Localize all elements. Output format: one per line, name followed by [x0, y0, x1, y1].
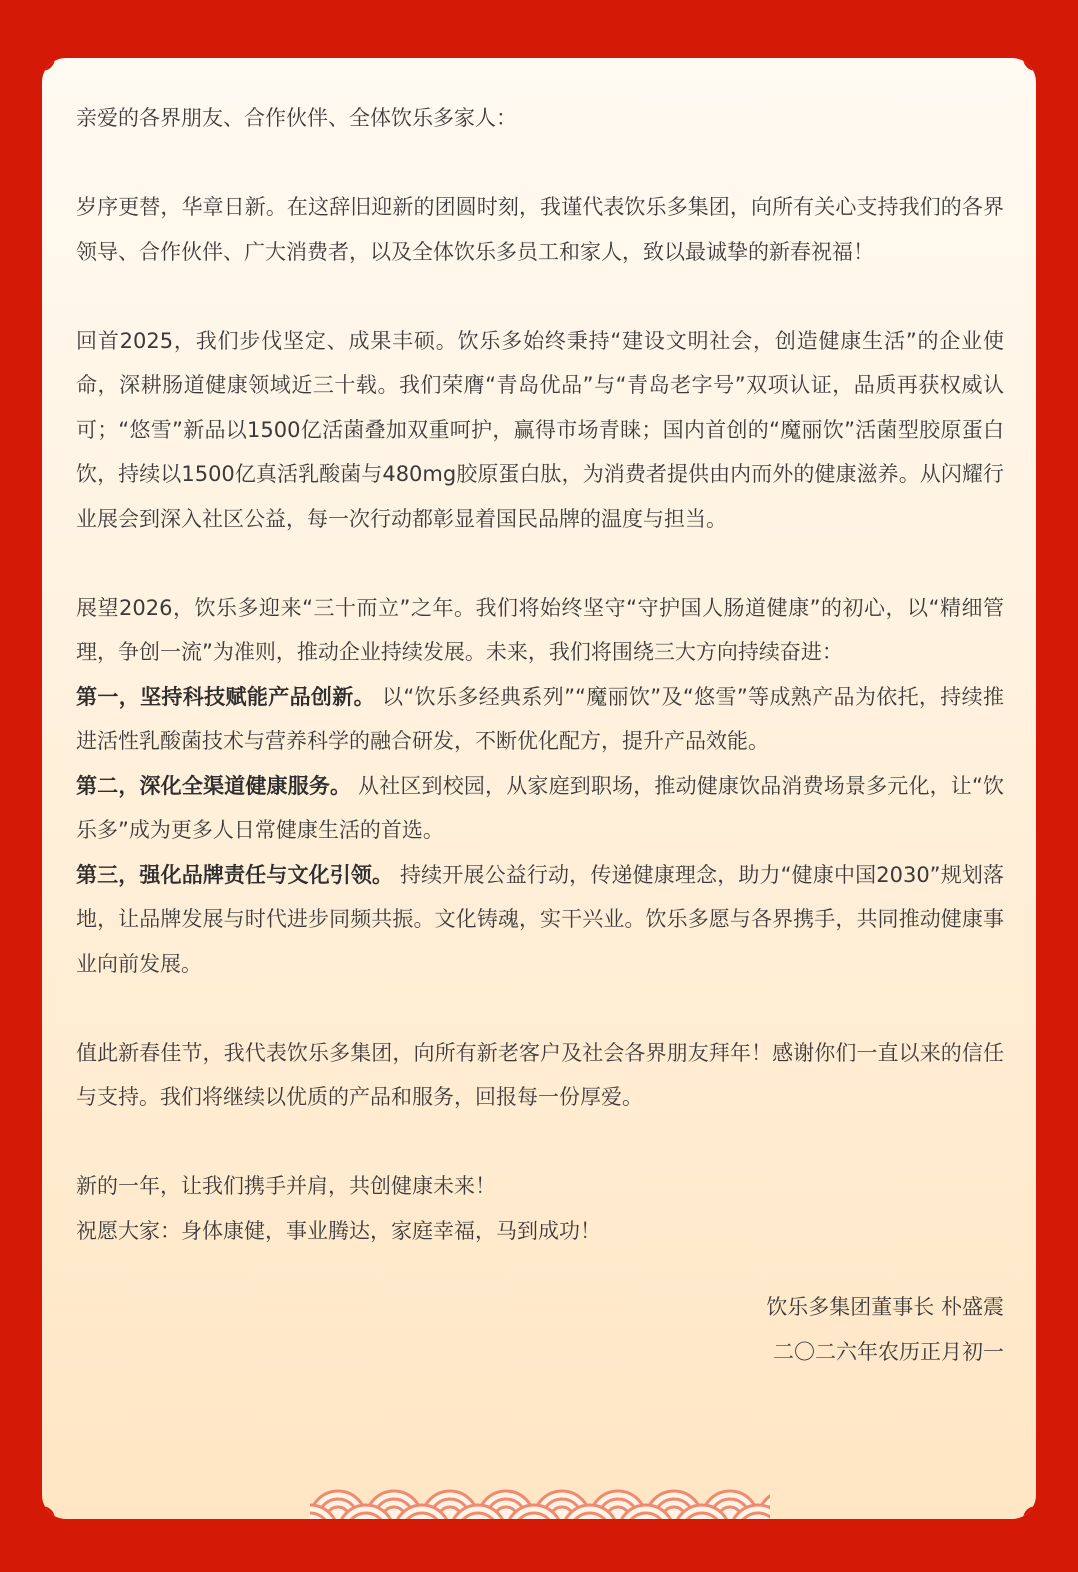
- paragraph: 岁序更替，华章日新。在这辞旧迎新的团圆时刻，我谨代表饮乐多集团，向所有关心支持我们的各界领导、合作伙伴、广大消费者，以及全体饮乐多员工和家人，致以最诚挚的新春祝福！: [76, 195, 1004, 264]
- direction-item: [76, 675, 1004, 764]
- paragraph: 展望2026，饮乐多迎来“三十而立”之年。我们将始终坚守“守护国人肠道健康”的初心，以“精细管理，争创一流”为准则，推动企业持续发展。未来，我们将围绕三大方向持续奋进：: [76, 595, 1004, 664]
- card-corner-notch: [42, 1506, 55, 1519]
- signature: 饮乐多集团董事长 朴盛震: [766, 1295, 1004, 1319]
- closing-line: 新的一年，让我们携手并肩，共创健康未来！: [76, 1174, 496, 1198]
- auspicious-cloud-wave-icon: [310, 1475, 770, 1519]
- letter-card: [42, 58, 1036, 1519]
- greeting: 亲爱的各界朋友、合作伙伴、全体饮乐多家人：: [76, 106, 517, 130]
- letter-body: [76, 96, 1004, 1374]
- direction-title: 第三，强化品牌责任与文化引领。: [76, 862, 394, 887]
- signature-block: [76, 1285, 1004, 1374]
- direction-title: 第一，坚持科技赋能产品创新。: [76, 684, 375, 709]
- letter-date: 二〇二六年农历正月初一: [773, 1339, 1004, 1364]
- direction-text: 以“饮乐多经典系列”“魔丽饮”及“悠雪”等成熟产品为依托，持续推进活性乳酸菌技术与营养科学的融合研发，不断优化配方，提升产品效能。: [76, 684, 1005, 753]
- paragraph: 值此新春佳节，我代表饮乐多集团，向所有新老客户及社会各界朋友拜年！感谢你们一直以来的信任与支持。我们将继续以优质的产品和服务，回报每一份厚爱。: [76, 1040, 1004, 1109]
- direction-item: [76, 853, 1004, 987]
- card-corner-notch: [1023, 58, 1036, 71]
- direction-title: 第二，深化全渠道健康服务。: [76, 773, 352, 798]
- card-corner-notch: [1023, 1506, 1036, 1519]
- direction-text: 从社区到校园，从家庭到职场，推动健康饮品消费场景多元化，让“饮乐多”成为更多人日常健康生活的首选。: [76, 773, 1004, 842]
- closing-line: 祝愿大家：身体康健，事业腾达，家庭幸福，马到成功！: [76, 1218, 601, 1243]
- direction-item: [76, 764, 1004, 853]
- card-corner-notch: [42, 58, 55, 71]
- direction-text: 持续开展公益行动，传递健康理念，助力“健康中国2030”规划落地，让品牌发展与时代进步同频共振。文化铸魂，实干兴业。饮乐多愿与各界携手，共同推动健康事业向前发展。: [76, 862, 1004, 976]
- paragraph: 回首2025，我们步伐坚定、成果丰硕。饮乐多始终秉持“建设文明社会，创造健康生活”的企业使命，深耕肠道健康领域近三十载。我们荣膺“青岛优品”与“青岛老字号”双项认证，品质再获权威认可；“悠雪”新品以1500亿活菌叠加双重呵护，赢得市场青睐；国内首创的“魔丽饮”活菌型胶原蛋白饮，持续以1500亿真活乳酸菌与480mg胶原蛋白肽，为消费者提供由内而外的健康滋养。从闪耀行业展会到深入社区公益，每一次行动都彰显着国民品牌的温度与担当。: [76, 328, 1004, 531]
